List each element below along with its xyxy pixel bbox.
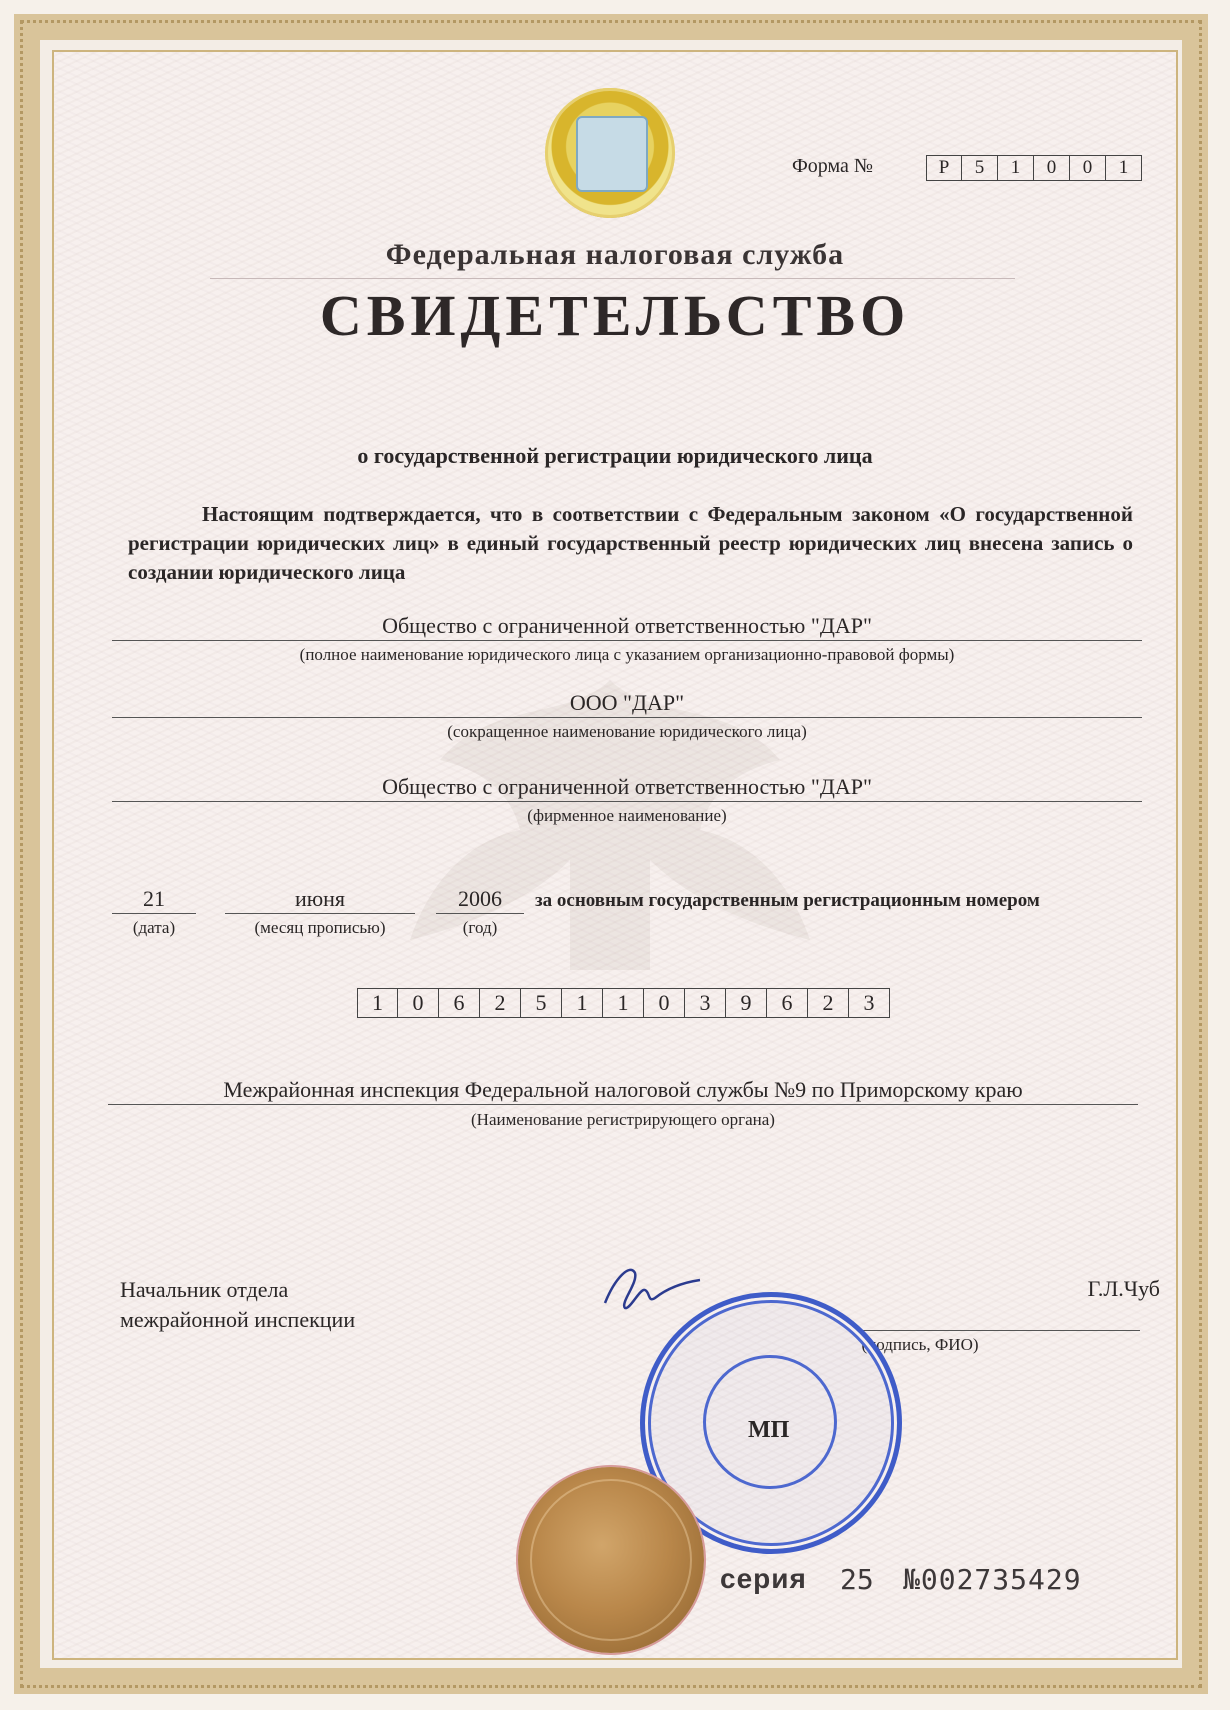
form-cell: 0: [1070, 155, 1106, 181]
ogrn-cell: 6: [439, 988, 480, 1018]
ogrn-cell: 3: [685, 988, 726, 1018]
document-number: №002735429: [903, 1563, 1082, 1596]
ogrn-cell: 1: [357, 988, 398, 1018]
gold-seal-icon: [518, 1467, 704, 1653]
short-name-field: ООО "ДАР": [112, 690, 1142, 718]
intro-paragraph: Настоящим подтверждается, что в соответствии с Федеральным законом «О государственной регистрации юридических лиц» в единый государственный реестр юридических лиц внесена запись о создании юридического лица: [128, 502, 1133, 584]
signatory-position-line2: межрайонной инспекции: [120, 1307, 356, 1332]
date-year: 2006: [436, 886, 524, 914]
agency-name: Федеральная налоговая служба: [385, 238, 845, 271]
date-month-hint: (месяц прописью): [254, 918, 386, 937]
authority-name: Межрайонная инспекция Федеральной налоговой службы №9 по Приморскому краю: [108, 1077, 1138, 1105]
signatory-name: Г.Л.Чуб: [1087, 1276, 1160, 1301]
ogrn-cell: 2: [808, 988, 849, 1018]
ogrn-cell: 9: [726, 988, 767, 1018]
date-day-hint: (дата): [132, 918, 176, 937]
ogrn-cell: 0: [644, 988, 685, 1018]
form-cell: 5: [962, 155, 998, 181]
stamp-place-label: МП: [748, 1417, 790, 1443]
full-name-field: Общество с ограниченной ответственностью "ДАР": [112, 613, 1142, 641]
form-number: [926, 155, 1142, 181]
hologram-emblem-icon: [545, 88, 675, 218]
ogrn-cell: 6: [767, 988, 808, 1018]
ogrn-cell: 3: [849, 988, 890, 1018]
short-name-hint: (сокращенное наименование юридического лица): [447, 722, 807, 741]
signature-line: [860, 1330, 1140, 1331]
ogrn-label: за основным государственным регистрационным номером: [535, 890, 1040, 911]
series-label: серия: [720, 1563, 807, 1594]
date-month: июня: [225, 886, 415, 914]
signatory-position-line1: Начальник отдела: [120, 1277, 289, 1302]
form-cell: 1: [1106, 155, 1142, 181]
document-title: СВИДЕТЕЛЬСТВО: [319, 283, 911, 348]
signature-icon: [600, 1258, 710, 1318]
brand-name-field: Общество с ограниченной ответственностью "ДАР": [112, 774, 1142, 802]
form-label: Форма №: [792, 155, 873, 177]
full-name-hint: (полное наименование юридического лица с указанием организационно-правовой формы): [299, 645, 955, 664]
divider: [210, 278, 1015, 279]
series-number: 25: [840, 1563, 874, 1596]
ogrn-cell: 1: [603, 988, 644, 1018]
form-cell: Р: [926, 155, 962, 181]
ogrn-cell: 5: [521, 988, 562, 1018]
form-cell: 0: [1034, 155, 1070, 181]
ogrn-cell: 2: [480, 988, 521, 1018]
ogrn-cell: 0: [398, 988, 439, 1018]
form-cell: 1: [998, 155, 1034, 181]
date-day: 21: [112, 886, 196, 914]
brand-name-hint: (фирменное наименование): [527, 806, 727, 825]
ogrn-cell: 1: [562, 988, 603, 1018]
date-year-hint: (год): [462, 918, 498, 937]
document-subtitle: о государственной регистрации юридического лица: [357, 443, 873, 468]
ogrn-number: [357, 988, 890, 1018]
authority-hint: (Наименование регистрирующего органа): [471, 1110, 775, 1129]
signatory-position: [120, 1275, 355, 1335]
signature-hint: (подпись, ФИО): [861, 1335, 979, 1354]
